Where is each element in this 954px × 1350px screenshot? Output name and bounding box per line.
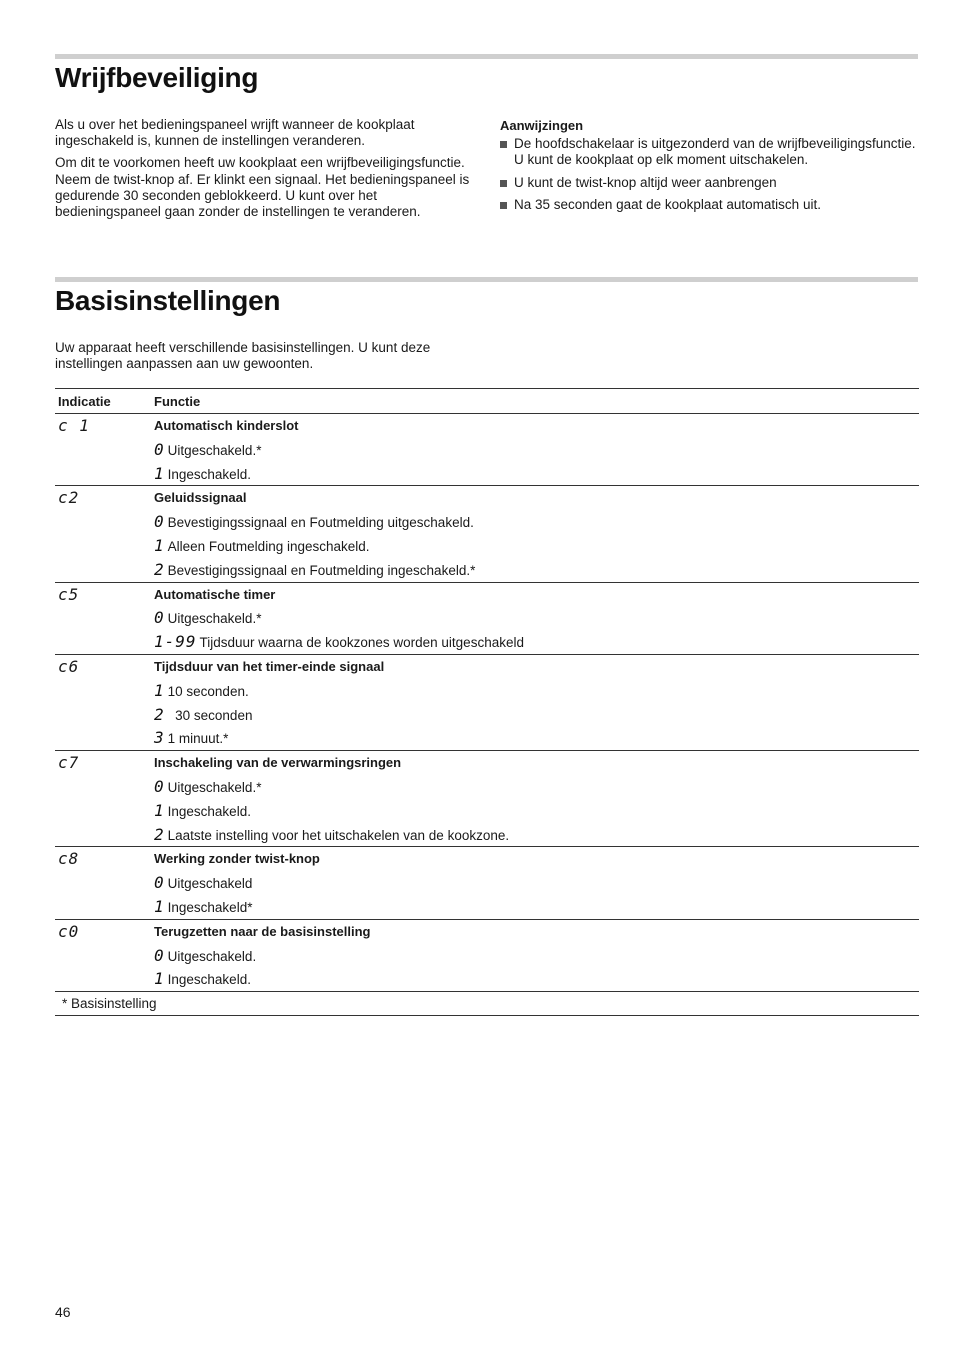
- table-footnote-row: [55, 992, 919, 1016]
- function-name: Geluidssignaal: [154, 490, 247, 506]
- function-name: Terugzetten naar de basisinstelling: [154, 923, 371, 939]
- option-text: 10 seconden.: [167, 683, 249, 699]
- function-cell: [151, 847, 919, 919]
- option-line: [154, 438, 916, 462]
- section-rule-basisinstellingen: [55, 277, 918, 282]
- option-line: [154, 871, 916, 895]
- column-header-indicatie: Indicatie: [55, 389, 151, 414]
- notes-title: Aanwijzingen: [500, 118, 584, 133]
- option-line: [154, 726, 916, 750]
- option-line: [154, 823, 916, 847]
- option-text: 1 minuut.*: [167, 731, 229, 747]
- option-line: [154, 775, 916, 799]
- notes-list: [500, 136, 918, 213]
- table-row: [55, 654, 919, 750]
- notes-block: [500, 117, 918, 219]
- function-cell: [151, 654, 919, 750]
- function-cell: [151, 751, 919, 847]
- function-name: Automatisch kinderslot: [154, 418, 299, 433]
- basisinstellingen-intro: Uw apparaat heeft verschillende basisinstellingen. U kunt deze instellingen aanpassen aan uw gewoonten.: [55, 340, 431, 372]
- option-line: [154, 558, 916, 582]
- indicator-code: c7: [58, 753, 80, 773]
- option-text: Uitgeschakeld.*: [167, 779, 262, 795]
- option-code: 1: [154, 800, 165, 820]
- option-text: Ingeschakeld*: [167, 899, 253, 915]
- square-bullet-icon: [500, 141, 507, 148]
- table-row: [55, 751, 919, 847]
- table-row: [55, 847, 919, 919]
- indicator-cell: [55, 751, 151, 847]
- note-item: U kunt de twist-knop altijd weer aanbrengen: [500, 175, 918, 191]
- note-item: De hoofdschakelaar is uitgezonderd van de wrijfbeveiligingsfunctie. U kunt de kookplaat op elk moment uitschakelen.: [500, 136, 918, 168]
- option-text: Ingeschakeld.: [167, 466, 251, 482]
- table-row: [55, 486, 919, 582]
- option-code: 0: [154, 776, 165, 796]
- option-line: [154, 703, 916, 727]
- option-line: [154, 630, 916, 654]
- table-row: [55, 919, 919, 991]
- option-code: 1: [154, 463, 165, 483]
- paragraph: Om dit te voorkomen heeft uw kookplaat een wrijfbeveiligingsfunctie. Neem de twist-knop af. Er klinkt een signaal. Het bedieningspaneel is gedurende 30 seconden geblokkeerd. U kunt over het bedieningspaneel gaan zonder de instellingen te veranderen.: [55, 155, 470, 220]
- settings-table: [55, 388, 919, 1016]
- option-line: [154, 944, 916, 968]
- option-code: 3: [154, 728, 165, 748]
- option-code: 2: [154, 704, 165, 724]
- option-text: Laatste instelling voor het uitschakelen van de kookzone.: [167, 827, 510, 843]
- column-header-functie: Functie: [151, 389, 919, 414]
- option-line: [154, 895, 916, 919]
- option-line: [154, 462, 916, 486]
- option-text: Uitgeschakeld.: [167, 948, 257, 964]
- indicator-code: c5: [58, 584, 80, 604]
- indicator-cell: [55, 919, 151, 991]
- option-code: 0: [154, 512, 165, 532]
- option-text: Bevestigingssignaal en Foutmelding ingeschakeld.*: [167, 562, 476, 578]
- table-row: [55, 582, 919, 654]
- option-code: 1: [154, 680, 165, 700]
- function-cell: [151, 582, 919, 654]
- paragraph: Als u over het bedieningspaneel wrijft wanneer de kookplaat ingeschakeld is, kunnen de instellingen veranderen.: [55, 117, 415, 149]
- section-rule-wrijfbeveiliging: [55, 54, 918, 59]
- option-code: 1: [154, 896, 165, 916]
- option-line: [154, 967, 916, 991]
- function-name: Inschakeling van de verwarmingsringen: [154, 755, 402, 771]
- option-code: 0: [154, 608, 165, 628]
- function-name: Automatische timer: [154, 586, 276, 602]
- indicator-cell: [55, 486, 151, 582]
- option-text: Tijdsduur waarna de kookzones worden uitgeschakeld: [199, 635, 524, 651]
- option-text: Alleen Foutmelding ingeschakeld.: [167, 538, 370, 554]
- option-text: 30 seconden: [167, 707, 253, 723]
- function-cell: [151, 919, 919, 991]
- option-code: 1-99: [154, 632, 197, 652]
- function-name: Werking zonder twist-knop: [154, 851, 320, 867]
- option-code: 1: [154, 969, 165, 989]
- function-name: Tijdsduur van het timer-einde signaal: [154, 658, 385, 674]
- option-code: 1: [154, 535, 165, 555]
- option-code: 0: [154, 439, 165, 459]
- square-bullet-icon: [500, 180, 507, 187]
- function-cell: [151, 486, 919, 582]
- page-number: 46: [55, 1304, 71, 1320]
- option-line: [154, 510, 916, 534]
- option-text: Uitgeschakeld.*: [167, 611, 262, 627]
- section-title-wrijfbeveiliging: Wrijfbeveiliging: [55, 62, 259, 93]
- wrijfbeveiliging-text: [55, 117, 475, 226]
- square-bullet-icon: [500, 202, 507, 209]
- indicator-code: c2: [58, 488, 80, 508]
- table-header-row: [55, 389, 919, 414]
- option-line: [154, 606, 916, 630]
- indicator-cell: [55, 847, 151, 919]
- option-text: Ingeschakeld.: [167, 972, 251, 988]
- option-code: 0: [154, 945, 165, 965]
- option-line: [154, 679, 916, 703]
- option-text: Uitgeschakeld.*: [167, 442, 262, 458]
- footnote: * Basisinstelling: [55, 992, 919, 1016]
- option-line: [154, 799, 916, 823]
- indicator-code: c0: [58, 921, 80, 941]
- indicator-code: c8: [58, 849, 80, 869]
- indicator-code: c 1: [58, 416, 90, 435]
- option-line: [154, 534, 916, 558]
- table-row: [55, 414, 919, 486]
- indicator-cell: [55, 654, 151, 750]
- indicator-cell: [55, 582, 151, 654]
- section-title-basisinstellingen: Basisinstellingen: [55, 285, 281, 316]
- option-text: Ingeschakeld.: [167, 803, 251, 819]
- function-cell: [151, 414, 919, 486]
- indicator-cell: [55, 414, 151, 486]
- option-code: 0: [154, 873, 165, 893]
- option-text: Bevestigingssignaal en Foutmelding uitgeschakeld.: [167, 515, 474, 531]
- indicator-code: c6: [58, 656, 80, 676]
- note-item: Na 35 seconden gaat de kookplaat automatisch uit.: [500, 197, 918, 213]
- option-text: Uitgeschakeld: [167, 876, 253, 892]
- option-code: 2: [154, 824, 165, 844]
- option-code: 2: [154, 559, 165, 579]
